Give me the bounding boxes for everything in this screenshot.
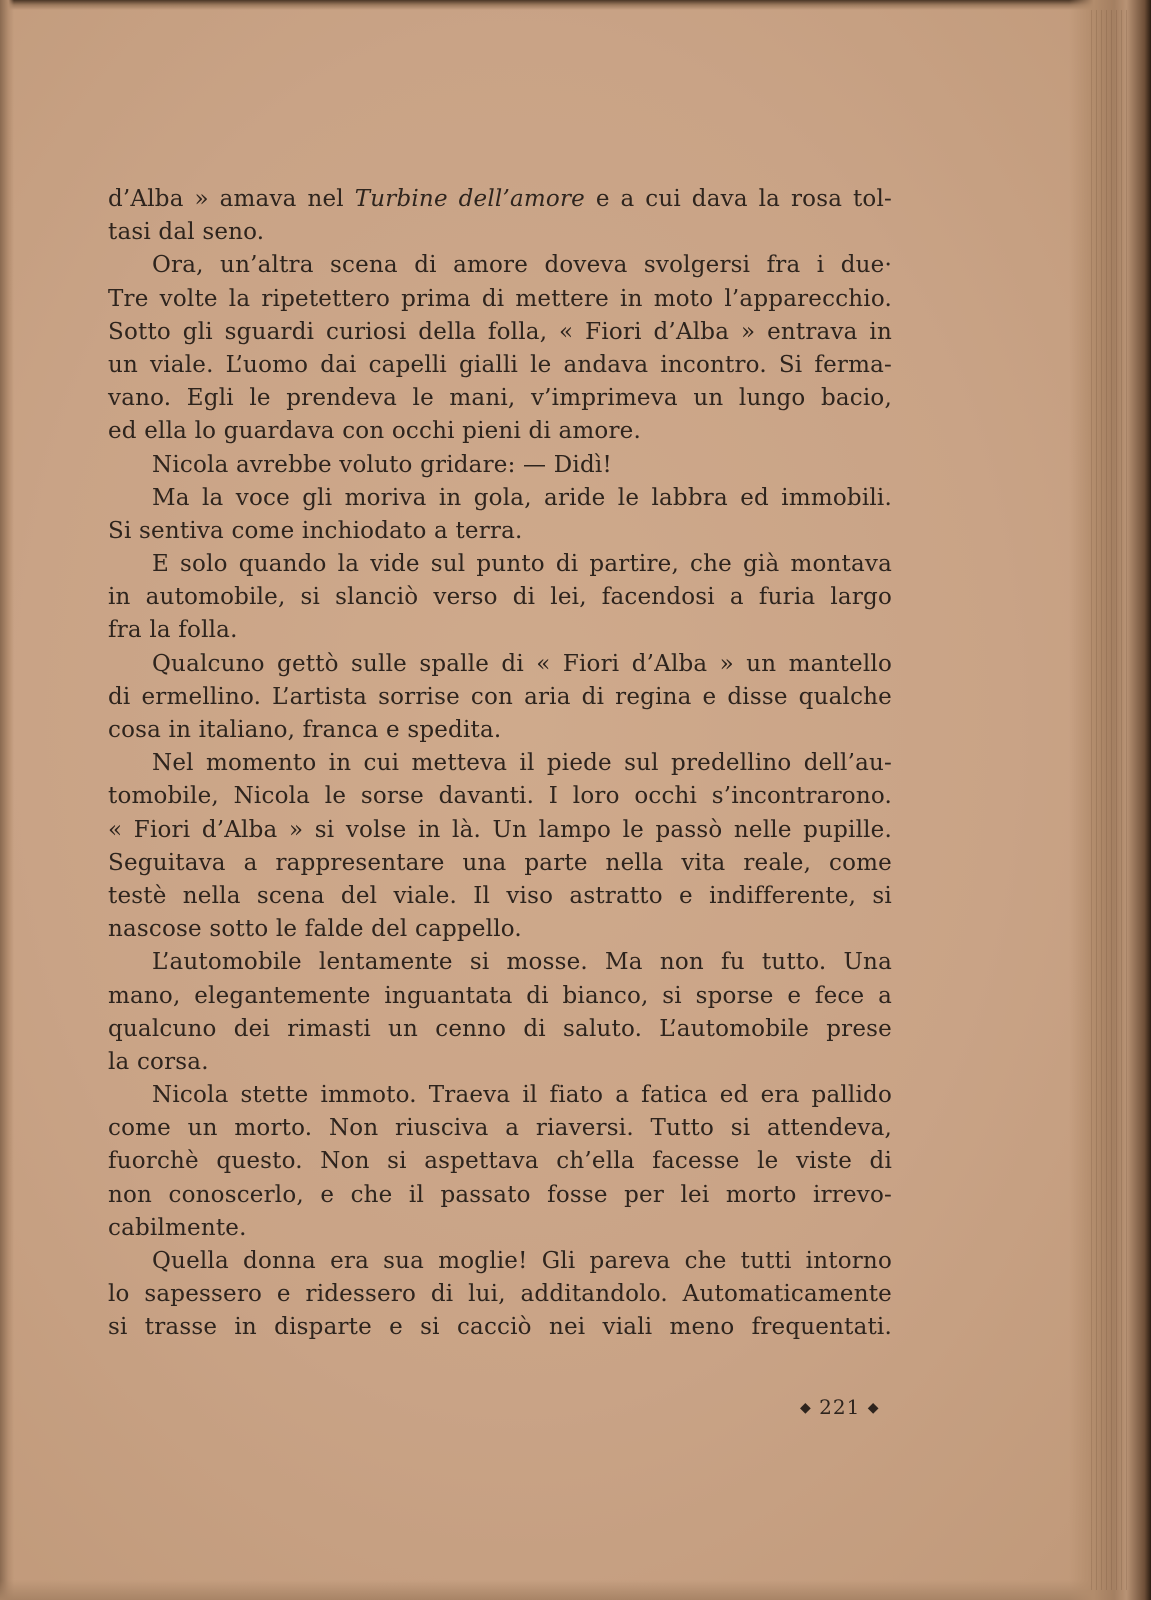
diamond-ornament-left: ◆ (800, 1400, 812, 1416)
text-run: tomobile, Nicola le sorse davanti. I loro occhi s’incontrarono. (108, 783, 892, 810)
text-line (108, 681, 892, 714)
text-run: vano. Egli le prendeva le mani, v’imprimeva un lungo bacio, (108, 385, 892, 412)
text-run: qualcuno dei rimasti un cenno di saluto. L’automobile prese (108, 1015, 892, 1042)
text-line (108, 283, 892, 316)
text-run: fuorchè questo. Non si aspettava ch’ella facesse le viste di (108, 1148, 892, 1175)
text-run: di ermellino. L’artista sorrise con aria di regina e disse qualche (108, 683, 892, 710)
text-run: non conoscerlo, e che il passato fosse per lei morto irrevo- (108, 1181, 892, 1208)
text-run: e a cui dava la rosa tol- (584, 186, 892, 212)
text-run: in automobile, si slanciò verso di lei, facendosi a furia largo (108, 584, 892, 611)
text-run: Seguitava a rappresentare una parte nella vita reale, come (108, 849, 892, 876)
text-run: Ma la voce gli moriva in gola, aride le labbra ed immobili. (152, 484, 892, 511)
text-line (108, 1212, 892, 1245)
text-line (108, 1278, 892, 1311)
text-run: Nel momento in cui metteva il piede sul predellino dell’au- (152, 750, 892, 777)
text-line (108, 1311, 892, 1344)
text-line (108, 847, 892, 880)
text-line (108, 382, 892, 415)
text-line (108, 415, 892, 448)
text-line (108, 1112, 892, 1145)
text-run: « Fiori d’Alba » si volse in là. Un lampo le passò nelle pupille. (108, 816, 892, 843)
text-run: tasi dal seno. (108, 219, 265, 246)
text-line (108, 1179, 892, 1212)
text-line (108, 614, 892, 647)
text-line (108, 548, 892, 581)
text-run: la corsa. (108, 1048, 209, 1075)
page-bottom-edge (0, 1580, 1151, 1600)
text-run: lo sapessero e ridessero di lui, additandolo. Automaticamente (108, 1281, 892, 1308)
text-run: Qualcuno gettò sulle spalle di « Fiori d’Alba » un mantello (152, 650, 892, 677)
body-text (108, 183, 892, 1345)
text-line (108, 216, 892, 249)
text-run: Nicola stette immoto. Traeva il fiato a fatica ed era pallido (152, 1082, 892, 1109)
text-run: Tre volte la ripetettero prima di mettere in moto l’apparecchio. (108, 285, 892, 312)
text-line (108, 581, 892, 614)
stacked-pages-edge (1091, 10, 1131, 1590)
italic-title: Turbine dell’amore (354, 186, 585, 212)
text-line (108, 780, 892, 813)
text-line (108, 913, 892, 946)
text-run: ed ella lo guardava con occhi pieni di amore. (108, 418, 641, 445)
page-footer (800, 1395, 879, 1419)
text-line (108, 747, 892, 780)
text-line (108, 515, 892, 548)
text-line (108, 814, 892, 847)
text-run: Sotto gli sguardi curiosi della folla, « Fiori d’Alba » entrava in (108, 318, 892, 345)
text-line (108, 1046, 892, 1079)
text-line (108, 1245, 892, 1278)
text-line (108, 183, 892, 216)
text-line (108, 249, 892, 282)
text-run: testè nella scena del viale. Il viso astratto e indifferente, si (108, 882, 892, 909)
diamond-ornament-right: ◆ (867, 1400, 880, 1416)
text-line (108, 1013, 892, 1046)
text-run: cosa in italiano, franca e spedita. (108, 717, 502, 743)
text-line (108, 349, 892, 382)
text-run: L’automobile lentamente si mosse. Ma non fu tutto. Una (152, 949, 892, 976)
text-run: Ora, un’altra scena di amore doveva svolgersi fra i due· (152, 252, 892, 279)
text-line (108, 946, 892, 979)
text-run: un viale. L’uomo dai capelli gialli le andava incontro. Si ferma- (108, 351, 892, 378)
text-run: d’Alba » amava nel (108, 186, 355, 212)
text-run: E solo quando la vide sul punto di partire, che già montava (152, 551, 892, 578)
page-gutter-shadow (0, 0, 14, 1600)
text-line (108, 880, 892, 913)
text-run: fra la folla. (108, 617, 238, 644)
text-run: Nicola avrebbe voluto gridare: — Didì! (152, 451, 612, 478)
text-line (108, 316, 892, 349)
text-line (108, 980, 892, 1013)
text-run: cabilmente. (108, 1214, 247, 1241)
text-line (108, 1079, 892, 1112)
text-line (108, 449, 892, 482)
page-number: 221 (819, 1395, 861, 1419)
text-run: Si sentiva come inchiodato a terra. (108, 517, 523, 544)
text-run: mano, elegantemente inguantata di bianco, si sporse e fece a (108, 982, 892, 1009)
text-line (108, 714, 892, 747)
text-line (108, 1145, 892, 1178)
page-top-edge (0, 0, 1151, 10)
text-line (108, 648, 892, 681)
text-run: nascose sotto le falde del cappello. (108, 916, 522, 943)
text-line (108, 482, 892, 515)
text-run: Quella donna era sua moglie! Gli pareva che tutti intorno (152, 1248, 892, 1274)
text-run: si trasse in disparte e si cacciò nei viali meno frequentati. (108, 1314, 892, 1341)
text-run: come un morto. Non riusciva a riaversi. Tutto si attendeva, (108, 1115, 892, 1142)
